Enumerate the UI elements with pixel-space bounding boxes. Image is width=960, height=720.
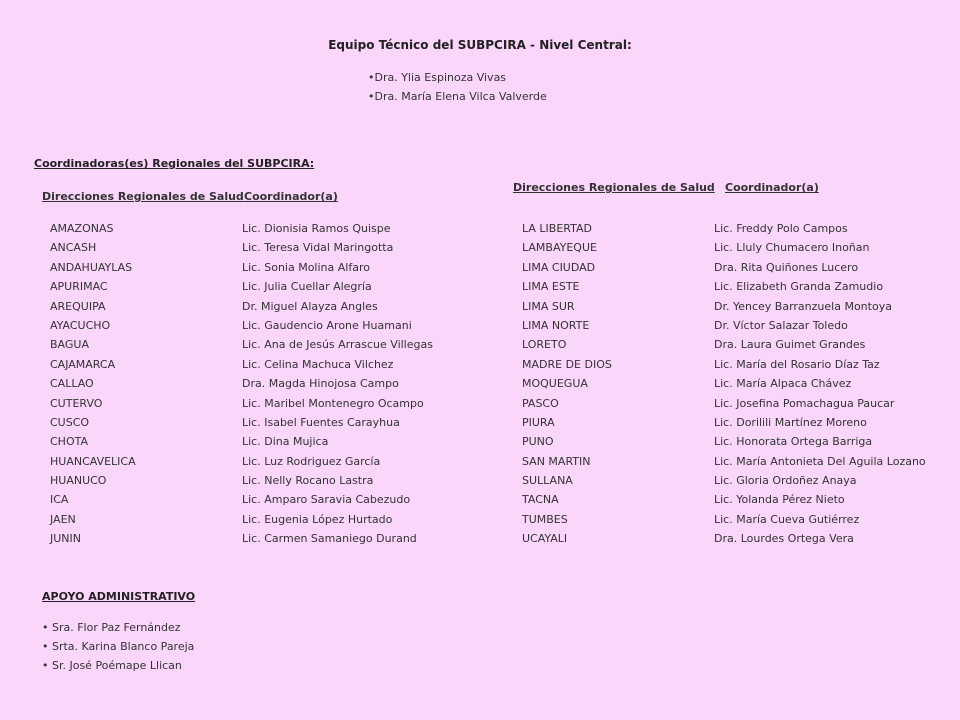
coordinator-name: Dra. Rita Quiñones Lucero (714, 260, 859, 274)
coordinator-name: Dr. Víctor Salazar Toledo (714, 318, 848, 332)
coordinator-row (50, 510, 470, 529)
coordinator-name: Lic. Maribel Montenegro Ocampo (242, 396, 424, 410)
coordinator-row (50, 238, 470, 257)
left-column-header-region: Direcciones Regionales de Salud (42, 190, 244, 203)
coordinator-row (522, 258, 942, 277)
region-name: CUTERVO (50, 396, 103, 410)
coordinator-name: Dra. Laura Guimet Grandes (714, 338, 866, 352)
coordinator-name: Lic. Dina Mujica (242, 435, 329, 449)
region-name: HUANCAVELICA (50, 454, 136, 468)
central-member: •Dra. Ylia Espinoza Vivas (368, 71, 507, 84)
coordinator-row (522, 297, 942, 316)
coordinator-name: Lic. Luz Rodriguez García (242, 454, 381, 468)
region-name: JUNIN (50, 532, 81, 546)
region-name: PASCO (522, 396, 559, 410)
coordinator-name: Lic. Amparo Saravia Cabezudo (242, 493, 411, 507)
coordinator-name: Lic. Honorata Ortega Barriga (714, 435, 873, 449)
coordinator-name: Dr. Yencey Barranzuela Montoya (714, 299, 892, 313)
coordinator-name: Dr. Miguel Alayza Angles (242, 299, 378, 313)
coordinator-name: Lic. Teresa Vidal Maringotta (242, 241, 394, 255)
region-name: MOQUEGUA (522, 377, 588, 391)
region-name: PUNO (522, 435, 554, 449)
coordinator-row (522, 335, 942, 354)
right-column-header-coordinator: Coordinador(a) (725, 181, 819, 194)
coordinator-row (522, 277, 942, 296)
coordinator-row (522, 374, 942, 393)
left-column-header-coordinator: Coordinador(a) (244, 190, 338, 203)
region-name: LIMA ESTE (522, 280, 580, 294)
region-name: LIMA CIUDAD (522, 260, 596, 274)
coordinator-row (50, 219, 470, 238)
left-coordinator-list (50, 219, 470, 549)
region-name: JAEN (50, 512, 76, 526)
coordinator-name: Lic. María Alpaca Chávez (714, 377, 852, 391)
region-name: AYACUCHO (50, 318, 111, 332)
region-name: HUANUCO (50, 474, 107, 488)
admin-support-heading: APOYO ADMINISTRATIVO (42, 590, 196, 603)
coordinator-row (50, 394, 470, 413)
coordinator-name: Lic. Julia Cuellar Alegría (242, 280, 372, 294)
coordinator-name: Lic. María del Rosario Díaz Taz (714, 357, 880, 371)
regional-coordinators-heading: Coordinadoras(es) Regionales del SUBPCIRA: (34, 157, 315, 170)
coordinator-row (50, 471, 470, 490)
coordinator-row (50, 490, 470, 509)
region-name: MADRE DE DIOS (522, 357, 612, 371)
coordinator-row (522, 432, 942, 451)
region-name: PIURA (522, 415, 555, 429)
coordinator-name: Lic. Yolanda Pérez Nieto (714, 493, 845, 507)
admin-member: • Sra. Flor Paz Fernández (42, 621, 181, 634)
coordinator-name: Lic. María Antonieta Del Aguila Lozano (714, 454, 926, 468)
coordinator-row (50, 297, 470, 316)
coordinator-row (522, 490, 942, 509)
coordinator-row (522, 529, 942, 548)
coordinator-name: Lic. Dorilili Martínez Moreno (714, 415, 867, 429)
coordinator-row (522, 238, 942, 257)
coordinator-row (50, 355, 470, 374)
region-name: APURIMAC (50, 280, 108, 294)
coordinator-row (522, 219, 942, 238)
central-member: •Dra. María Elena Vilca Valverde (368, 90, 547, 103)
coordinator-name: Dra. Magda Hinojosa Campo (242, 377, 399, 391)
coordinator-row (50, 374, 470, 393)
coordinator-row (522, 394, 942, 413)
region-name: CHOTA (50, 435, 89, 449)
region-name: ANCASH (50, 241, 97, 255)
central-team-title: Equipo Técnico del SUBPCIRA - Nivel Central: (328, 38, 632, 52)
coordinator-name: Lic. Lluly Chumacero Inoñan (714, 241, 870, 255)
coordinator-name: Lic. Freddy Polo Campos (714, 222, 848, 235)
admin-member: • Srta. Karina Blanco Pareja (42, 640, 195, 653)
coordinator-row (522, 413, 942, 432)
coordinator-name: Lic. María Cueva Gutiérrez (714, 512, 860, 526)
coordinator-name: Lic. Celina Machuca Vilchez (242, 357, 394, 371)
region-name: LAMBAYEQUE (522, 241, 597, 255)
coordinator-row (522, 510, 942, 529)
coordinator-row (50, 413, 470, 432)
region-name: BAGUA (50, 338, 89, 352)
coordinator-row (50, 452, 470, 471)
region-name: CALLAO (50, 377, 94, 391)
coordinator-name: Lic. Elizabeth Granda Zamudio (714, 280, 884, 294)
coordinator-name: Lic. Dionisia Ramos Quispe (242, 222, 391, 235)
coordinator-name: Lic. Nelly Rocano Lastra (242, 474, 374, 488)
coordinator-name: Lic. Ana de Jesús Arrascue Villegas (242, 338, 433, 352)
central-team-list (368, 70, 547, 108)
admin-support-list (42, 620, 194, 677)
admin-member: • Sr. José Poémape Llican (42, 659, 182, 672)
region-name: TACNA (522, 493, 559, 507)
region-name: LA LIBERTAD (522, 222, 592, 235)
region-name: SULLANA (522, 474, 573, 488)
coordinator-row (50, 258, 470, 277)
coordinator-name: Lic. Josefina Pomachagua Paucar (714, 396, 895, 410)
right-column-header-region: Direcciones Regionales de Salud (513, 181, 715, 194)
coordinator-row (50, 529, 470, 548)
right-coordinator-list (522, 219, 942, 549)
coordinator-name: Dra. Lourdes Ortega Vera (714, 532, 854, 546)
coordinator-row (50, 316, 470, 335)
coordinator-row (522, 355, 942, 374)
region-name: LIMA NORTE (522, 318, 590, 332)
coordinator-row (522, 471, 942, 490)
region-name: CAJAMARCA (50, 357, 116, 371)
coordinator-name: Lic. Carmen Samaniego Durand (242, 532, 417, 546)
coordinator-row (50, 335, 470, 354)
region-name: AREQUIPA (50, 299, 106, 313)
coordinator-row (50, 432, 470, 451)
coordinator-name: Lic. Gaudencio Arone Huamani (242, 318, 412, 332)
coordinator-row (50, 277, 470, 296)
region-name: SAN MARTIN (522, 454, 591, 468)
coordinator-row (522, 452, 942, 471)
region-name: ICA (50, 493, 69, 507)
region-name: ANDAHUAYLAS (50, 260, 133, 274)
region-name: LORETO (522, 338, 567, 352)
region-name: UCAYALI (522, 532, 568, 546)
region-name: CUSCO (50, 415, 90, 429)
coordinator-name: Lic. Isabel Fuentes Carayhua (242, 415, 400, 429)
coordinator-name: Lic. Eugenia López Hurtado (242, 512, 393, 526)
coordinator-name: Lic. Sonia Molina Alfaro (242, 260, 370, 274)
region-name: AMAZONAS (50, 222, 114, 235)
coordinator-name: Lic. Gloria Ordoñez Anaya (714, 474, 857, 488)
region-name: LIMA SUR (522, 299, 575, 313)
coordinator-row (522, 316, 942, 335)
region-name: TUMBES (522, 512, 568, 526)
